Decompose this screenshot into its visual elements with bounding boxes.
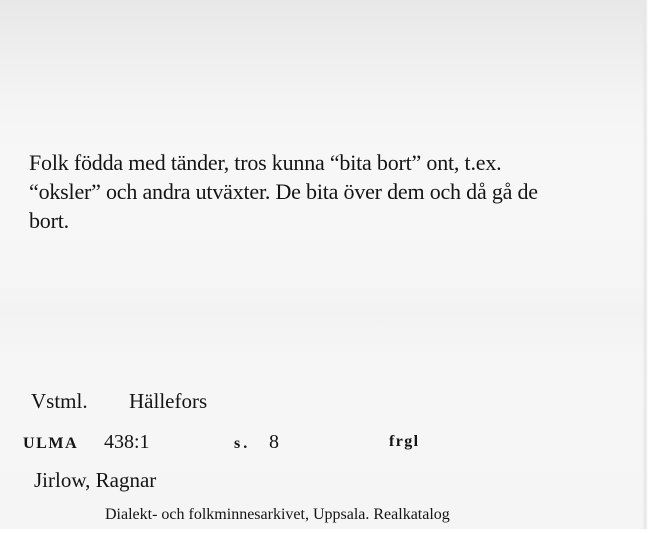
region-label: Vstml. [31,389,88,413]
genre-tag: frgl [389,433,420,450]
scan-shadow-middle [0,270,648,360]
archive-number: 438:1 [104,431,150,453]
place-name: Hällefors [129,389,208,413]
body-line-2: “oksler” och andra utväxter. De bita över dem och då gå de [29,179,538,204]
scan-shadow-top [0,0,648,140]
archive-footer: Dialekt- och folkminnesarkivet, Uppsala. Realkatalog [105,506,450,523]
page-label: s. [234,435,251,452]
page-number: 8 [269,431,279,453]
card-body-text [29,148,629,235]
body-line-1: Folk födda med tänder, tros kunna “bita bort” ont, t.ex. [29,150,502,175]
card-bottom-edge [0,529,648,533]
collector-name: Jirlow, Ragnar [34,468,157,492]
body-line-3: bort. [29,208,69,233]
archive-code: ULMA [23,435,79,452]
card-right-edge [642,0,648,533]
